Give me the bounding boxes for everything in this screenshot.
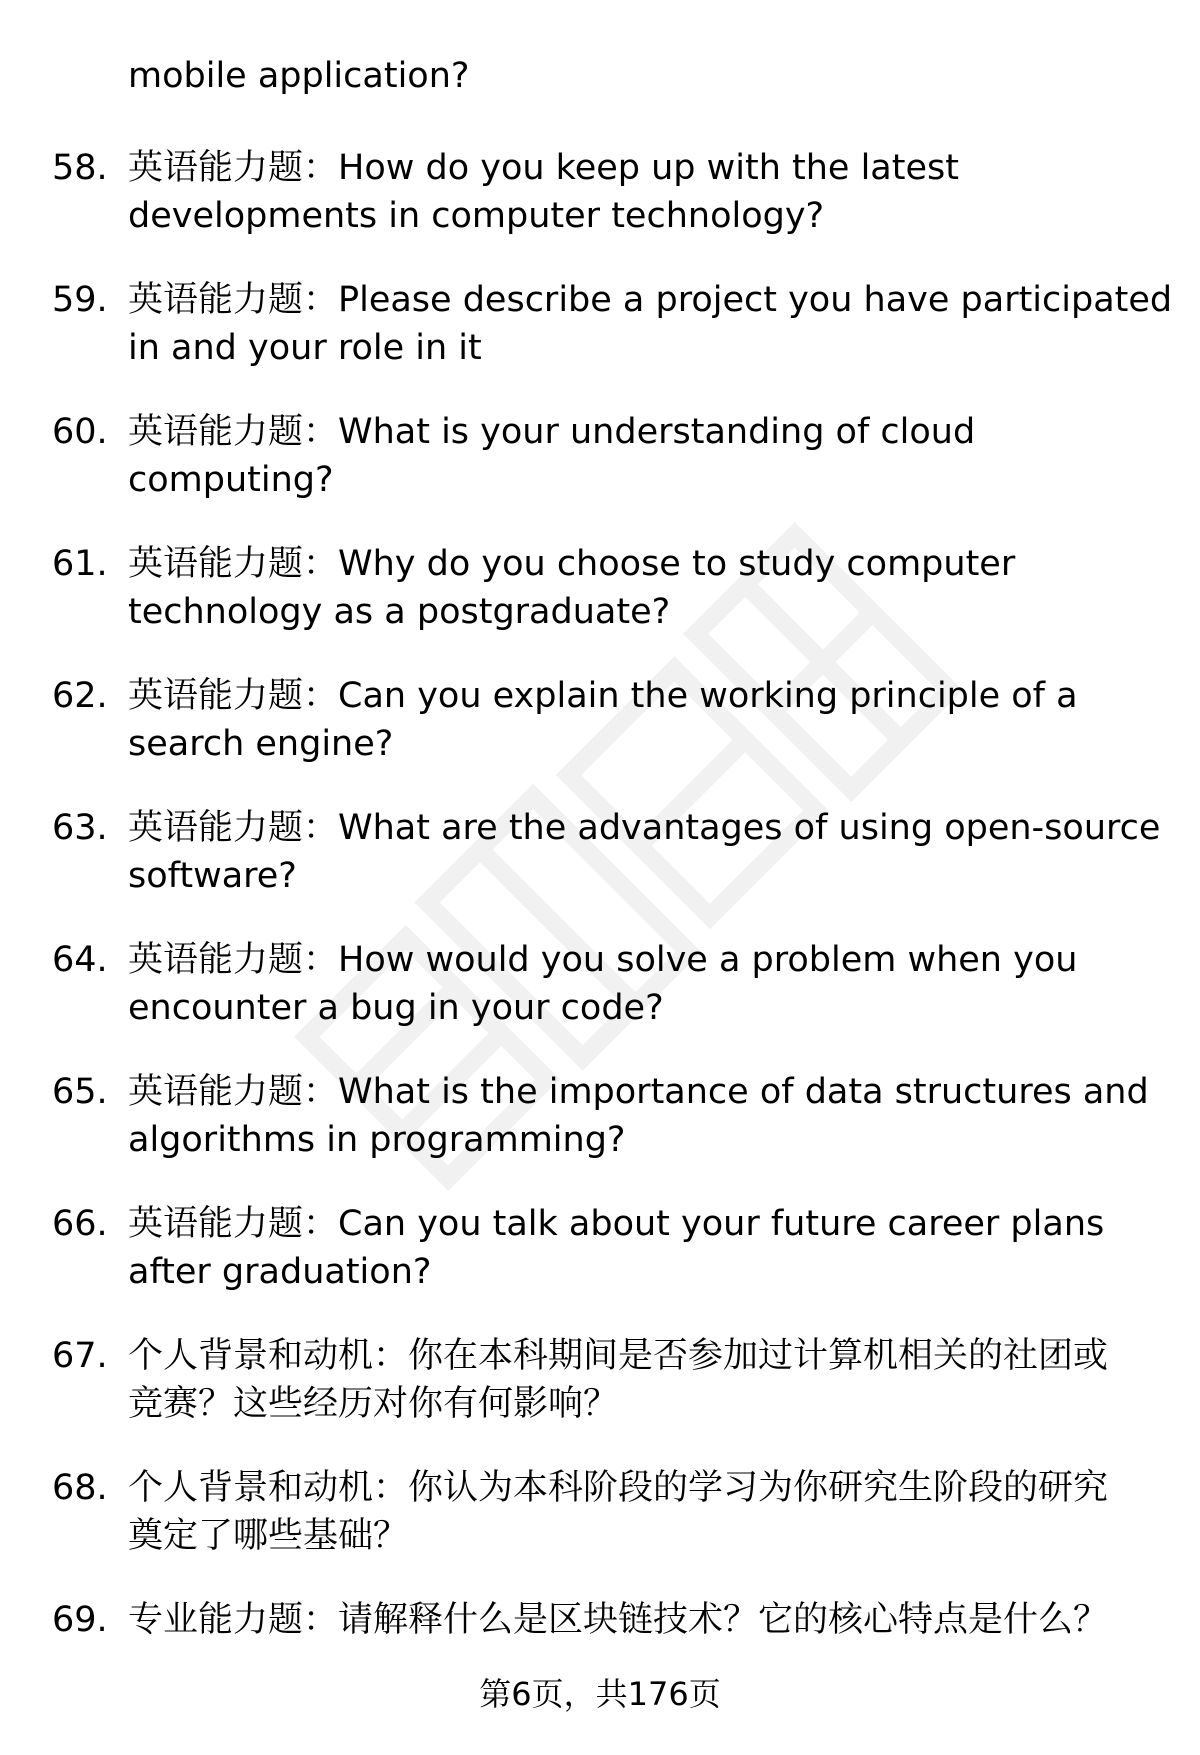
question-line: search engine? bbox=[128, 724, 394, 764]
question-item bbox=[0, 1328, 1200, 1460]
question-number: 69. bbox=[52, 1600, 108, 1640]
question-text bbox=[128, 936, 1178, 1032]
question-text bbox=[128, 144, 1178, 240]
question-text bbox=[128, 276, 1178, 372]
page-footer: 第6页，共176页 bbox=[479, 1675, 721, 1713]
question-number: 68. bbox=[52, 1468, 108, 1508]
question-number: 59. bbox=[52, 280, 108, 320]
question-text bbox=[128, 540, 1178, 636]
question-item bbox=[0, 272, 1200, 404]
question-line: encounter a bug in your code? bbox=[128, 988, 664, 1028]
question-number: 67. bbox=[52, 1336, 108, 1376]
question-line: technology as a postgraduate? bbox=[128, 592, 671, 632]
question-text bbox=[128, 1332, 1178, 1428]
continuation-text: mobile application? bbox=[128, 56, 470, 96]
question-number: 65. bbox=[52, 1072, 108, 1112]
question-item bbox=[0, 140, 1200, 272]
question-item bbox=[0, 668, 1200, 800]
question-line: 个人背景和动机：你认为本科阶段的学习为你研究生阶段的研究 bbox=[128, 1468, 1109, 1508]
question-item bbox=[0, 1460, 1200, 1592]
question-number: 64. bbox=[52, 940, 108, 980]
question-number: 62. bbox=[52, 676, 108, 716]
question-line: 英语能力题：Can you explain the working principle of a bbox=[128, 676, 1078, 716]
question-text bbox=[128, 672, 1178, 768]
question-item bbox=[0, 1064, 1200, 1196]
question-line: software? bbox=[128, 856, 297, 896]
question-item bbox=[0, 536, 1200, 668]
question-number: 61. bbox=[52, 544, 108, 584]
question-text bbox=[128, 1464, 1178, 1560]
question-line: 英语能力题：Why do you choose to study computer bbox=[128, 544, 1016, 584]
question-item bbox=[0, 1196, 1200, 1328]
question-line: after graduation? bbox=[128, 1252, 432, 1292]
question-list bbox=[0, 140, 1200, 1724]
question-line: 专业能力题：请解释什么是区块链技术？它的核心特点是什么？ bbox=[128, 1600, 1109, 1640]
question-number: 63. bbox=[52, 808, 108, 848]
question-item bbox=[0, 404, 1200, 536]
question-text bbox=[128, 1200, 1178, 1296]
question-line: 英语能力题：What is your understanding of cloud bbox=[128, 412, 976, 452]
question-line: 英语能力题：How do you keep up with the latest bbox=[128, 148, 959, 188]
question-line: 竞赛？这些经历对你有何影响？ bbox=[128, 1384, 619, 1424]
question-text bbox=[128, 804, 1178, 900]
question-line: computing? bbox=[128, 460, 334, 500]
question-number: 58. bbox=[52, 148, 108, 188]
question-line: algorithms in programming? bbox=[128, 1120, 626, 1160]
question-line: developments in computer technology? bbox=[128, 196, 825, 236]
question-line: 英语能力题：Can you talk about your future career plans bbox=[128, 1204, 1105, 1244]
question-text bbox=[128, 408, 1178, 504]
question-line: 英语能力题：How would you solve a problem when you bbox=[128, 940, 1078, 980]
question-text bbox=[128, 1068, 1178, 1164]
question-line: 英语能力题：What are the advantages of using open-source bbox=[128, 808, 1161, 848]
question-line: 英语能力题：What is the importance of data structures and bbox=[128, 1072, 1149, 1112]
question-text bbox=[128, 1596, 1178, 1644]
question-line: in and your role in it bbox=[128, 328, 482, 368]
question-item bbox=[0, 800, 1200, 932]
question-line: 奠定了哪些基础？ bbox=[128, 1516, 409, 1556]
question-line: 个人背景和动机：你在本科期间是否参加过计算机相关的社团或 bbox=[128, 1336, 1109, 1376]
question-line: 英语能力题：Please describe a project you have participated bbox=[128, 280, 1173, 320]
question-number: 66. bbox=[52, 1204, 108, 1244]
question-item bbox=[0, 932, 1200, 1064]
question-number: 60. bbox=[52, 412, 108, 452]
